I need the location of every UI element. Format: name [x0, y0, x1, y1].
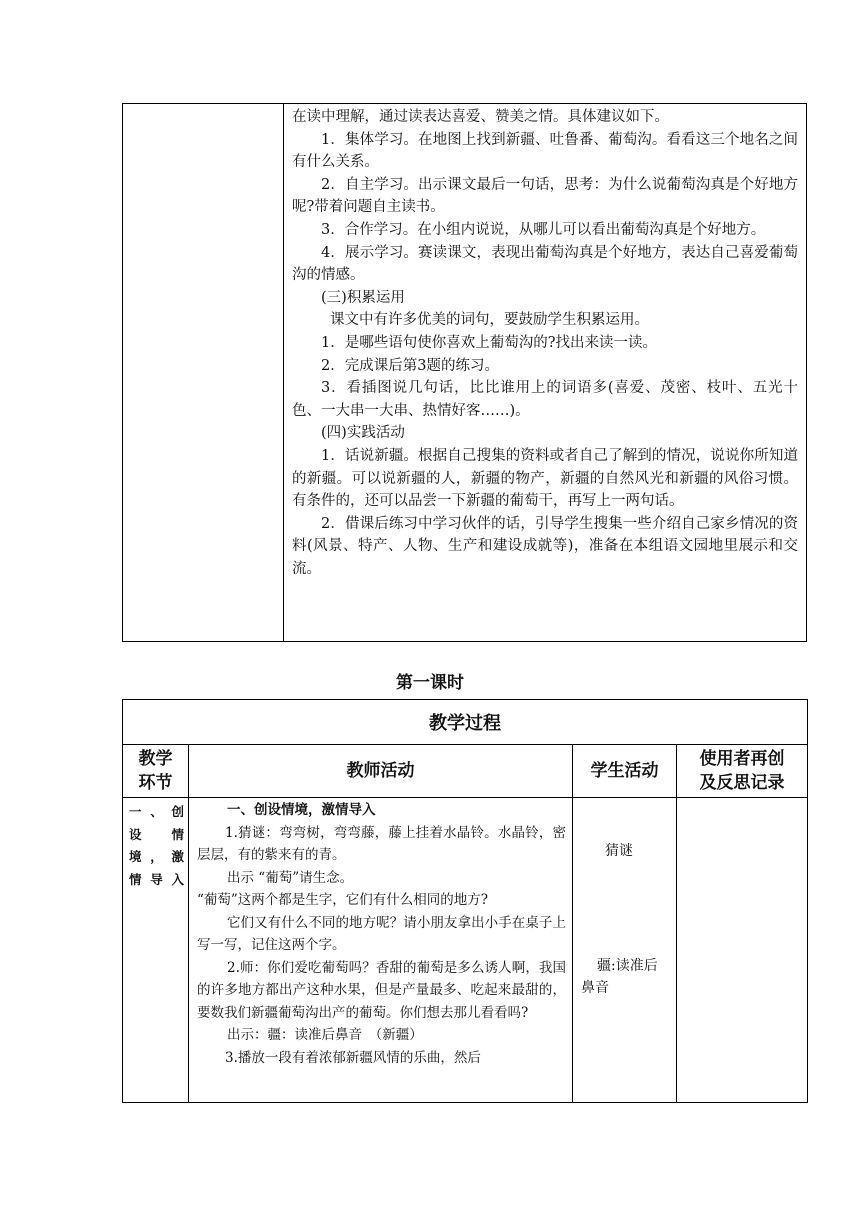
activity-paragraph: 出示 “葡萄”请生念。 — [227, 869, 354, 886]
teacher-activity-cell — [189, 798, 573, 1103]
plan-paragraph: 在读中理解，通过读表达喜爱、赞美之情。具体建议如下。 — [292, 109, 669, 125]
activity-paragraph: “葡萄”这两个都是生字，它们有什么相同的地方? — [197, 892, 489, 908]
stage-line: 情导入 — [129, 871, 184, 887]
header-reflection-line: 及反思记录 — [699, 773, 785, 793]
reflection-cell — [677, 798, 808, 1103]
plan-paragraph: 1．集体学习。在地图上找到新疆、吐鲁番、葡萄沟。看看这三个地名之间有什么关系。 — [292, 131, 798, 171]
activity-heading: 一、创设情境，激情导入 — [227, 802, 376, 818]
process-table-title: 教学过程 — [123, 700, 808, 745]
plan-paragraph: 课文中有许多优美的词句，要鼓励学生积累运用。 — [330, 312, 649, 329]
activity-paragraph: 出示：疆：读准后鼻音 （新疆） — [227, 1027, 423, 1043]
header-student-activity: 学生活动 — [573, 745, 677, 798]
header-stage-line: 环节 — [138, 773, 173, 793]
stage-line: 一、创 — [129, 804, 184, 819]
header-teacher-activity: 教师活动 — [189, 745, 573, 798]
plan-content-cell — [284, 104, 807, 642]
plan-paragraph: 3．合作学习。在小组内说说，从哪儿可以看出葡萄沟真是个好地方。 — [321, 221, 766, 238]
teaching-plan-table — [122, 103, 807, 642]
activity-paragraph: 1.猜谜：弯弯树，弯弯藤，藤上挂着水晶铃。水晶铃，密层层，有的紫来有的青。 — [197, 824, 566, 863]
stage-cell — [123, 798, 189, 1103]
plan-empty-cell — [123, 104, 284, 642]
plan-paragraph: 1．是哪些语句使你喜欢上葡萄沟的?找出来读一读。 — [321, 334, 657, 351]
student-activity-guess: 猜谜 — [605, 843, 633, 859]
student-activity-pronounce: 疆:读准后鼻音 — [581, 957, 658, 996]
plan-paragraph: 4．展示学习。赛读课文，表现出葡萄沟真是个好地方，表达自己喜爱葡萄沟的情感。 — [292, 244, 798, 284]
plan-paragraph: 1．话说新疆。根据自己搜集的资料或者自己了解到的情况，说说你所知道的新疆。可以说新疆的人，新疆的物产，新疆的自然风光和新疆的风俗习惯。有条件的，还可以品尝一下新疆的葡萄干，再写上一两句话。 — [292, 447, 798, 510]
activity-paragraph: 3.播放一段有着浓郁新疆风情的乐曲，然后 — [225, 1049, 481, 1066]
teaching-process-table — [122, 699, 808, 1103]
stage-line: 境，激 — [129, 849, 184, 864]
header-reflection-line: 使用者再创 — [699, 749, 785, 769]
lesson-heading: 第一课时 — [396, 673, 464, 693]
plan-paragraph: 2．自主学习。出示课文最后一句话，思考：为什么说葡萄沟真是个好地方呢?带着问题自主读书。 — [292, 176, 798, 216]
activity-paragraph: 2.师：你们爱吃葡萄吗？香甜的葡萄是多么诱人啊，我国的许多地方都出产这种水果，但是产量最多、吃起来最甜的，要数我们新疆葡萄沟出产的葡萄。你们想去那儿看看吗? — [197, 959, 566, 1021]
plan-paragraph: 2．完成课后第3题的练习。 — [321, 357, 499, 374]
header-reflection — [677, 745, 808, 798]
student-activity-cell — [573, 798, 677, 1103]
header-stage — [123, 745, 189, 798]
activity-paragraph: 它们又有什么不同的地方呢？请小朋友拿出小手在桌子上写一写，记住这两个字。 — [197, 914, 566, 953]
plan-subheading: (四)实践活动 — [321, 425, 405, 442]
plan-paragraph: 2．借课后练习中学习伙伴的话，引导学生搜集一些介绍自己家乡情况的资料(风景、特产、人物、生产和建设成就等)，准备在本组语文园地里展示和交流。 — [292, 515, 798, 577]
plan-paragraph: 3．看插图说几句话，比比谁用上的词语多(喜爱、茂密、枝叶、五光十色、一大串一大串、热情好客……)。 — [292, 380, 798, 419]
plan-subheading: (三)积累运用 — [321, 289, 405, 306]
stage-line: 设 情 — [129, 826, 184, 842]
header-stage-line: 教学 — [138, 749, 173, 769]
